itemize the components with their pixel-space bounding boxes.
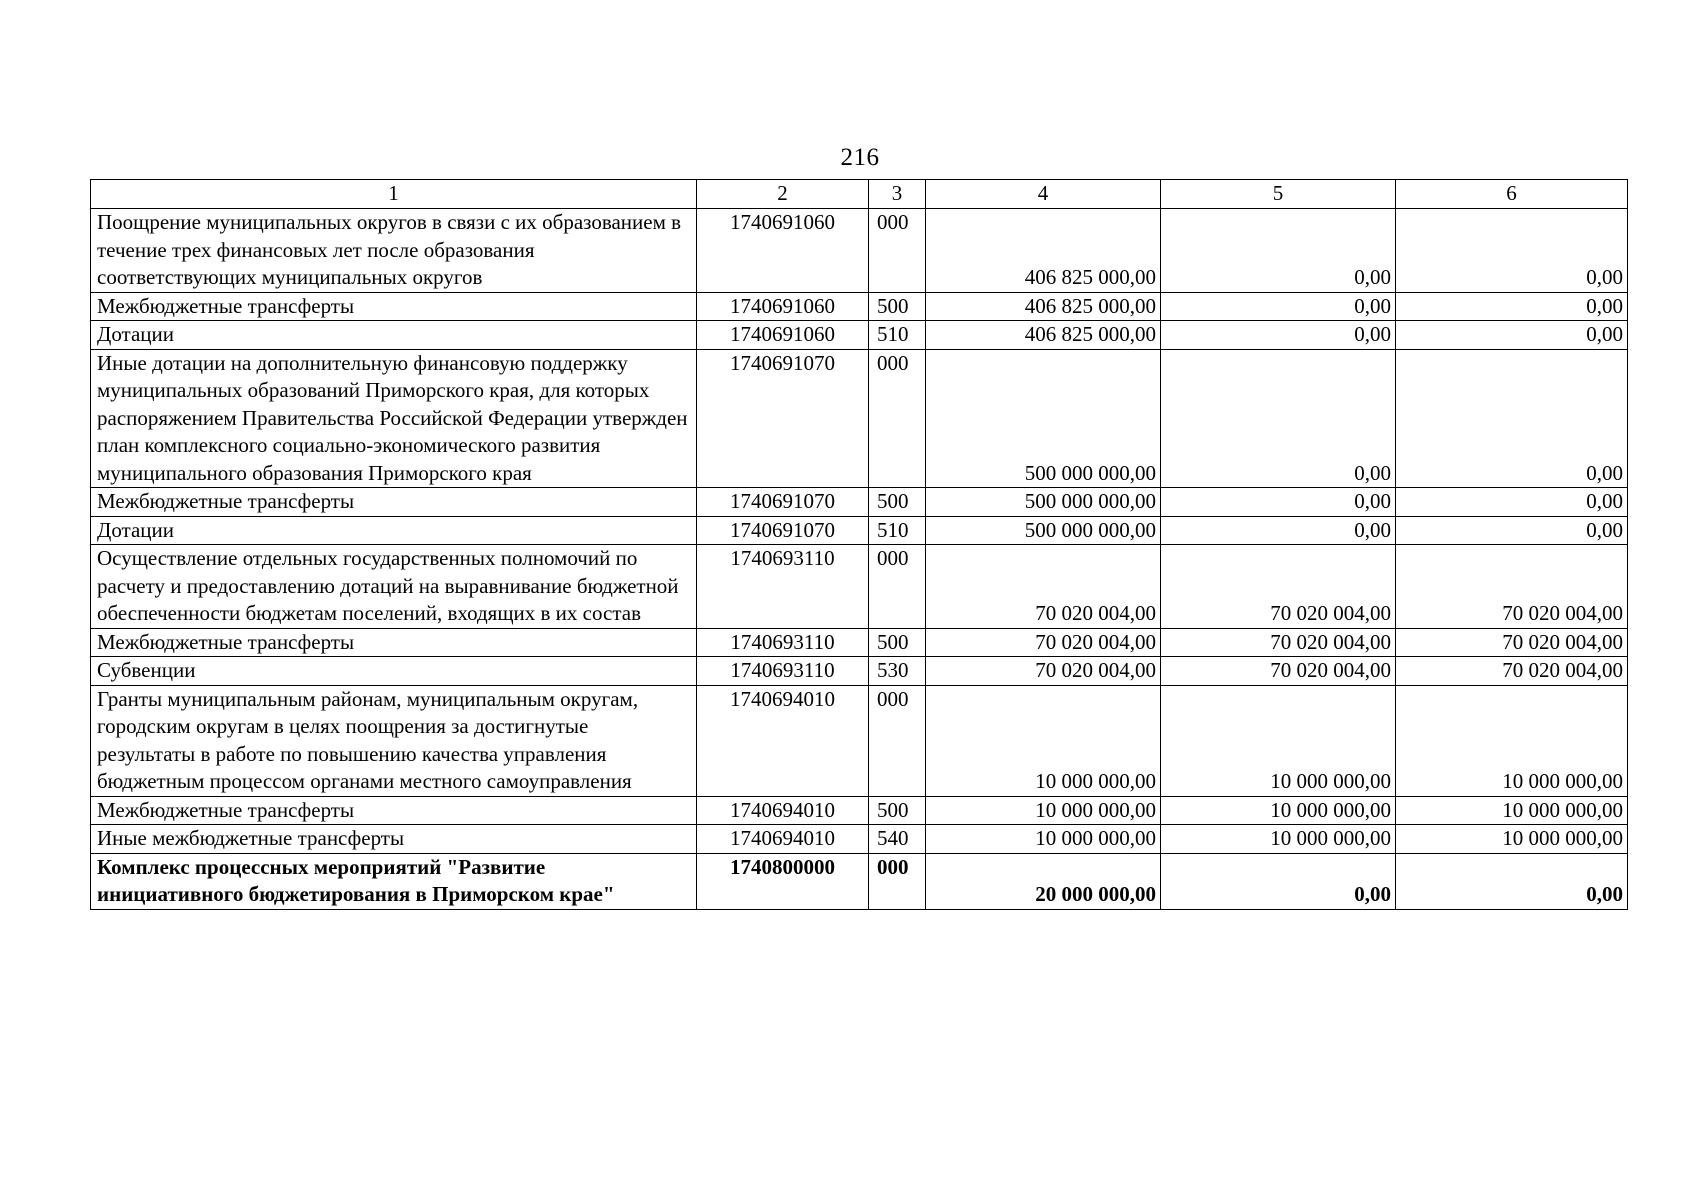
row-target-code-cell: 1740691060 — [697, 209, 869, 293]
row-amount-col5-cell: 70 020 004,00 — [1161, 545, 1396, 629]
row-amount-col4-cell: 70 020 004,00 — [926, 545, 1161, 629]
row-name-cell: Межбюджетные трансферты — [91, 292, 697, 321]
table-row — [91, 685, 1628, 796]
row-expense-type-cell: 500 — [869, 796, 926, 825]
row-amount-col6-cell: 70 020 004,00 — [1396, 628, 1628, 657]
row-target-code-cell: 1740693110 — [697, 545, 869, 629]
row-amount-col5-cell: 10 000 000,00 — [1161, 825, 1396, 854]
row-amount-col4-cell: 500 000 000,00 — [926, 349, 1161, 488]
row-amount-col5-cell: 10 000 000,00 — [1161, 685, 1396, 796]
row-expense-type-cell: 510 — [869, 321, 926, 350]
row-amount-col5-cell: 0,00 — [1161, 292, 1396, 321]
table-row — [91, 321, 1628, 350]
table-row — [91, 209, 1628, 293]
row-name-cell: Осуществление отдельных государственных полномочий по расчету и предоставлению дотаций на выравнивание бюджетной обеспеченности бюджетам поселений, входящих в их состав — [91, 545, 697, 629]
row-name-cell: Гранты муниципальным районам, муниципальным округам, городским округам в целях поощрения за достигнутые результаты в работе по повышению качества управления бюджетным процессом органами местного самоуправления — [91, 685, 697, 796]
row-amount-col6-cell: 0,00 — [1396, 209, 1628, 293]
row-amount-col6-cell: 10 000 000,00 — [1396, 796, 1628, 825]
row-target-code-cell: 1740691070 — [697, 349, 869, 488]
row-name-cell: Дотации — [91, 516, 697, 545]
row-target-code-cell: 1740691070 — [697, 516, 869, 545]
table-row — [91, 516, 1628, 545]
budget-table — [90, 179, 1628, 910]
row-amount-col4-cell: 406 825 000,00 — [926, 292, 1161, 321]
row-amount-col5-cell: 0,00 — [1161, 516, 1396, 545]
row-amount-col6-cell: 0,00 — [1396, 516, 1628, 545]
row-target-code-cell: 1740693110 — [697, 628, 869, 657]
row-amount-col4-cell: 406 825 000,00 — [926, 209, 1161, 293]
column-header-4: 4 — [926, 180, 1161, 209]
row-name-cell: Дотации — [91, 321, 697, 350]
column-number-row — [91, 180, 1628, 209]
row-amount-col6-cell: 10 000 000,00 — [1396, 685, 1628, 796]
row-amount-col5-cell: 0,00 — [1161, 321, 1396, 350]
table-row — [91, 545, 1628, 629]
table-row — [91, 657, 1628, 686]
row-expense-type-cell: 500 — [869, 488, 926, 517]
table-row — [91, 853, 1628, 909]
row-target-code-cell: 1740800000 — [697, 853, 869, 909]
row-amount-col5-cell: 70 020 004,00 — [1161, 657, 1396, 686]
row-target-code-cell: 1740691070 — [697, 488, 869, 517]
row-name-cell: Межбюджетные трансферты — [91, 628, 697, 657]
row-amount-col4-cell: 500 000 000,00 — [926, 488, 1161, 517]
row-name-cell: Иные дотации на дополнительную финансовую поддержку муниципальных образований Приморского края, для которых распоряжением Правительства Российской Федерации утвержден план комплексного социально-экономического развития муниципального образования Приморского края — [91, 349, 697, 488]
table-row — [91, 825, 1628, 854]
row-amount-col4-cell: 10 000 000,00 — [926, 796, 1161, 825]
row-amount-col4-cell: 500 000 000,00 — [926, 516, 1161, 545]
row-amount-col5-cell: 70 020 004,00 — [1161, 628, 1396, 657]
row-target-code-cell: 1740693110 — [697, 657, 869, 686]
row-amount-col6-cell: 0,00 — [1396, 349, 1628, 488]
row-name-cell: Поощрение муниципальных округов в связи с их образованием в течение трех финансовых лет после образования соответствующих муниципальных округов — [91, 209, 697, 293]
row-expense-type-cell: 000 — [869, 853, 926, 909]
row-name-cell: Комплекс процессных мероприятий "Развитие инициативного бюджетирования в Приморском крае" — [91, 853, 697, 909]
row-amount-col6-cell: 70 020 004,00 — [1396, 657, 1628, 686]
table-row — [91, 628, 1628, 657]
row-amount-col6-cell: 0,00 — [1396, 853, 1628, 909]
row-amount-col4-cell: 10 000 000,00 — [926, 685, 1161, 796]
row-target-code-cell: 1740691060 — [697, 321, 869, 350]
column-header-5: 5 — [1161, 180, 1396, 209]
row-expense-type-cell: 000 — [869, 209, 926, 293]
row-name-cell: Межбюджетные трансферты — [91, 488, 697, 517]
row-target-code-cell: 1740694010 — [697, 825, 869, 854]
row-amount-col6-cell: 0,00 — [1396, 292, 1628, 321]
table-row — [91, 796, 1628, 825]
column-header-1: 1 — [91, 180, 697, 209]
table-row — [91, 488, 1628, 517]
row-amount-col5-cell: 0,00 — [1161, 853, 1396, 909]
row-amount-col5-cell: 0,00 — [1161, 488, 1396, 517]
row-expense-type-cell: 530 — [869, 657, 926, 686]
row-expense-type-cell: 000 — [869, 545, 926, 629]
row-name-cell: Иные межбюджетные трансферты — [91, 825, 697, 854]
row-amount-col5-cell: 0,00 — [1161, 349, 1396, 488]
row-target-code-cell: 1740694010 — [697, 796, 869, 825]
column-header-6: 6 — [1396, 180, 1628, 209]
row-amount-col6-cell: 0,00 — [1396, 321, 1628, 350]
row-amount-col4-cell: 10 000 000,00 — [926, 825, 1161, 854]
row-expense-type-cell: 000 — [869, 349, 926, 488]
row-amount-col5-cell: 0,00 — [1161, 209, 1396, 293]
row-expense-type-cell: 000 — [869, 685, 926, 796]
row-expense-type-cell: 500 — [869, 292, 926, 321]
row-amount-col5-cell: 10 000 000,00 — [1161, 796, 1396, 825]
table-body — [91, 209, 1628, 910]
row-amount-col6-cell: 70 020 004,00 — [1396, 545, 1628, 629]
row-amount-col4-cell: 406 825 000,00 — [926, 321, 1161, 350]
table-row — [91, 292, 1628, 321]
row-amount-col4-cell: 20 000 000,00 — [926, 853, 1161, 909]
row-name-cell: Субвенции — [91, 657, 697, 686]
table-row — [91, 349, 1628, 488]
row-expense-type-cell: 540 — [869, 825, 926, 854]
row-amount-col6-cell: 0,00 — [1396, 488, 1628, 517]
row-expense-type-cell: 510 — [869, 516, 926, 545]
page-number: 216 — [840, 144, 880, 171]
row-amount-col4-cell: 70 020 004,00 — [926, 657, 1161, 686]
row-target-code-cell: 1740694010 — [697, 685, 869, 796]
row-target-code-cell: 1740691060 — [697, 292, 869, 321]
row-name-cell: Межбюджетные трансферты — [91, 796, 697, 825]
row-expense-type-cell: 500 — [869, 628, 926, 657]
column-header-3: 3 — [869, 180, 926, 209]
row-amount-col6-cell: 10 000 000,00 — [1396, 825, 1628, 854]
row-amount-col4-cell: 70 020 004,00 — [926, 628, 1161, 657]
column-header-2: 2 — [697, 180, 869, 209]
